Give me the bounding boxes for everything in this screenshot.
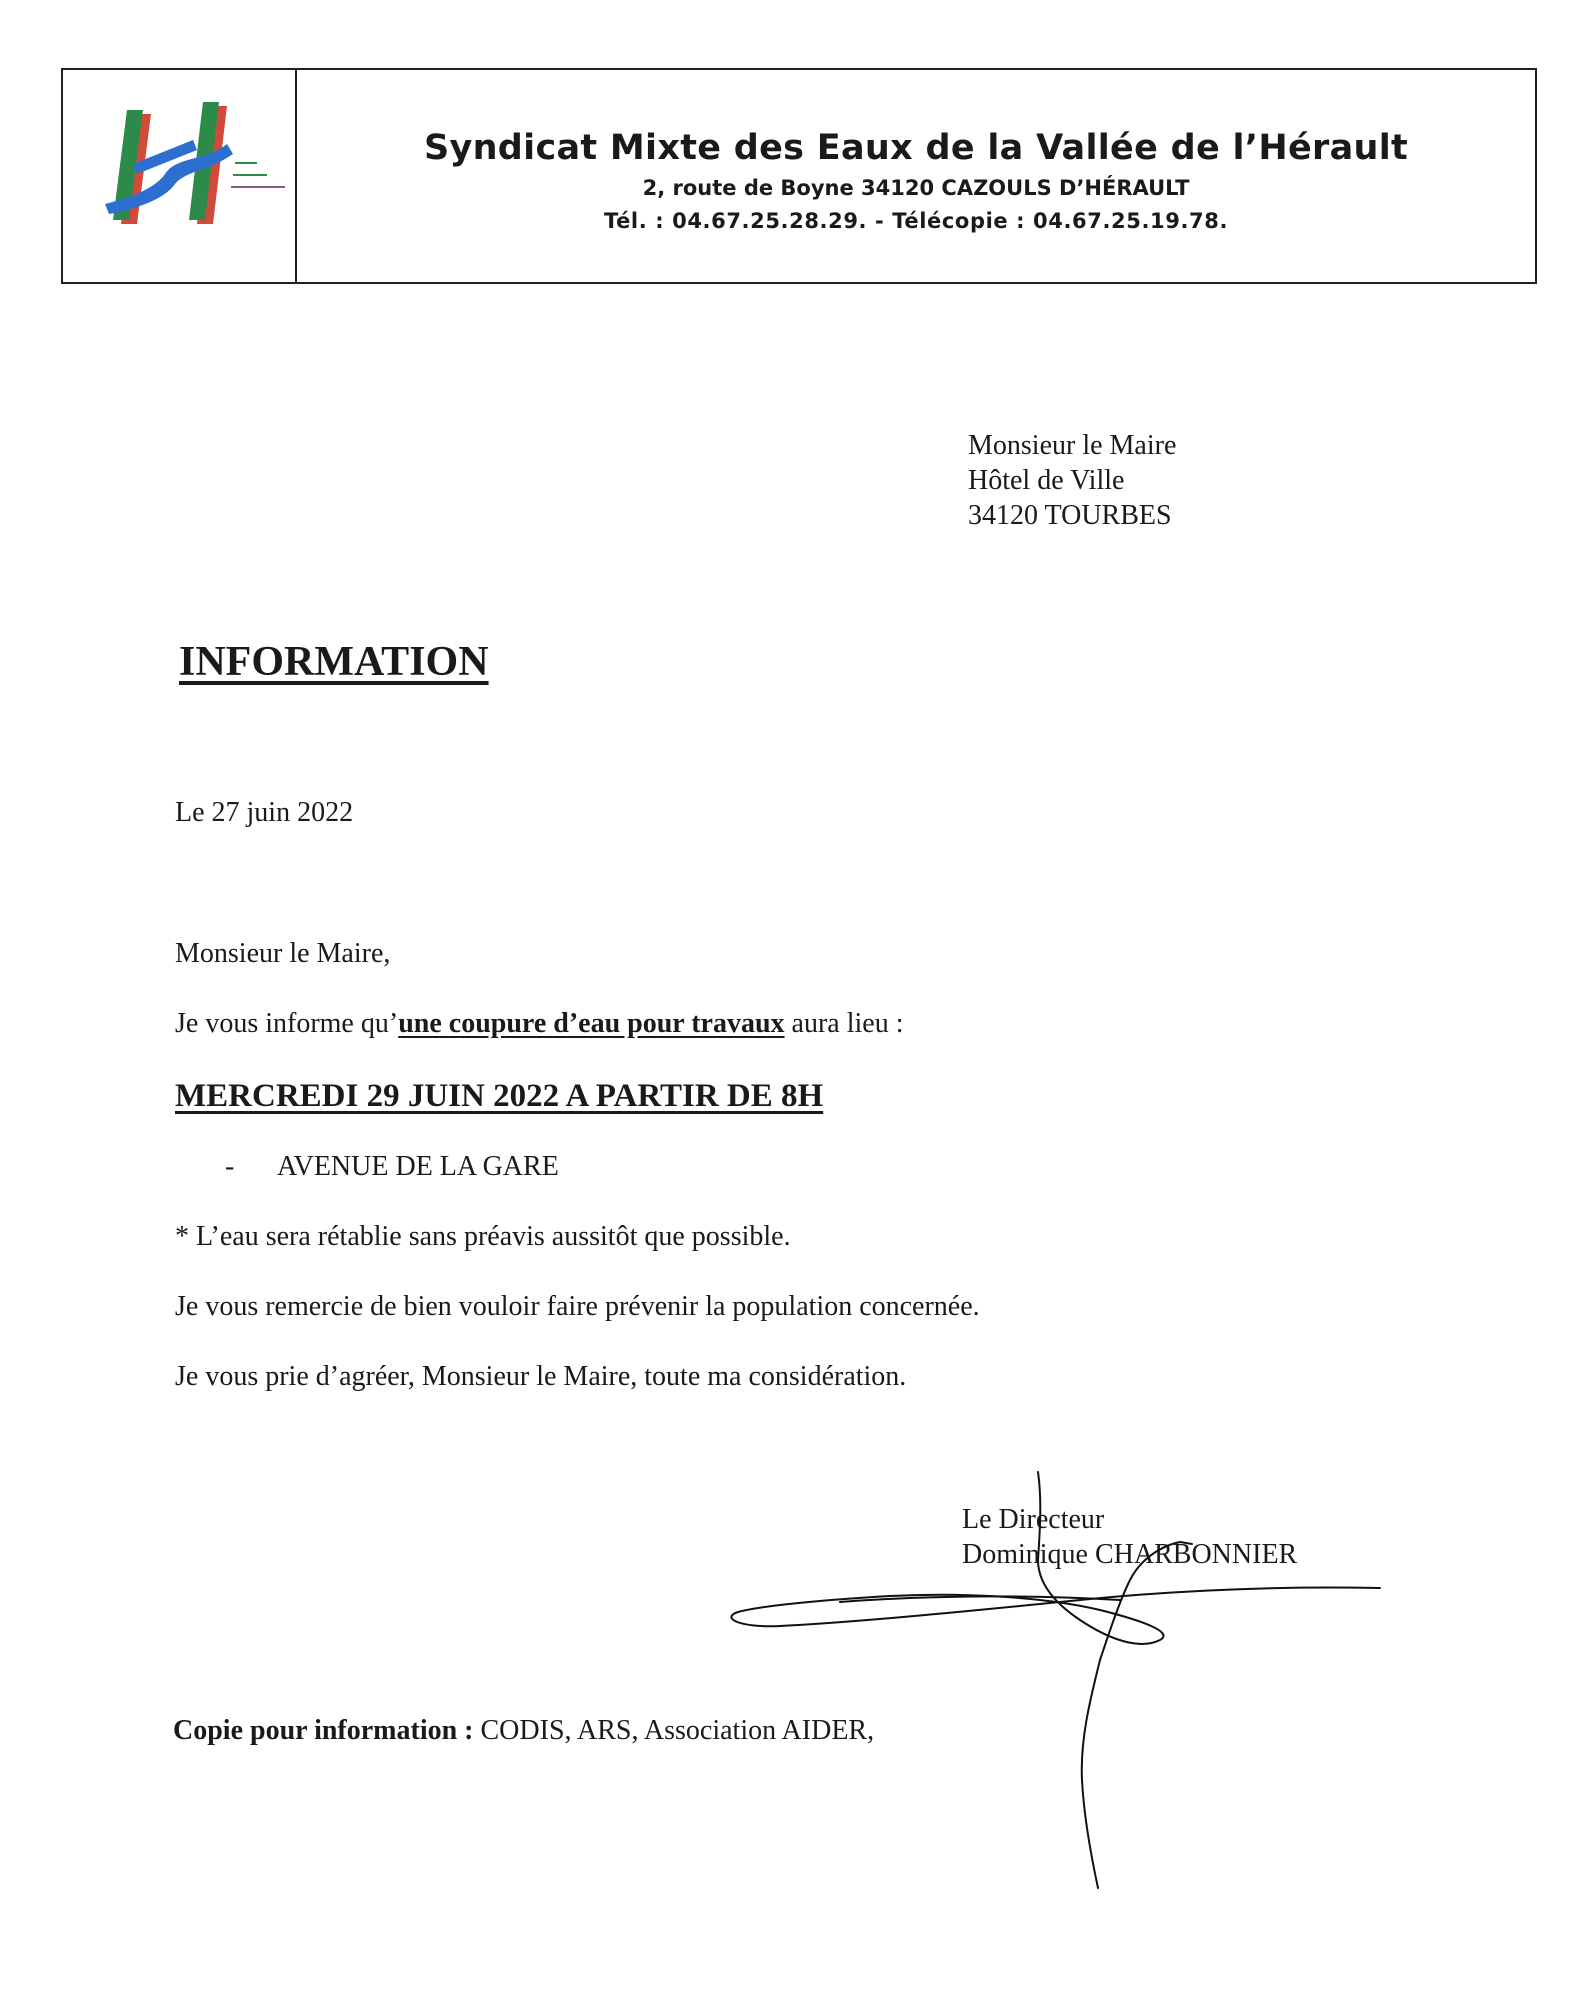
- thanks-paragraph: Je vous remercie de bien vouloir faire prévenir la population concernée.: [175, 1291, 980, 1322]
- recipient-line: Hôtel de Ville: [968, 465, 1125, 496]
- restoration-note: * L’eau sera rétablie sans préavis aussitôt que possible.: [175, 1221, 791, 1252]
- letterhead-text: [297, 70, 1535, 282]
- signatory-role: Le Directeur: [962, 1504, 1105, 1535]
- intro-suffix: aura lieu :: [784, 1008, 904, 1039]
- copy-recipient-list: CODIS, ARS, Association AIDER,: [473, 1715, 875, 1746]
- salutation: Monsieur le Maire,: [175, 938, 391, 969]
- signatory-name: Dominique CHARBONNIER: [962, 1539, 1298, 1570]
- intro-emphasis: une coupure d’eau pour travaux: [398, 1008, 785, 1039]
- recipient-address: [968, 428, 1176, 533]
- recipient-line: 34120 TOURBES: [968, 500, 1172, 531]
- sivh-logo-icon: [85, 84, 305, 264]
- organization-name: Syndicat Mixte des Eaux de la Vallée de l’Hérault: [423, 128, 1409, 168]
- document-title: INFORMATION: [179, 639, 489, 685]
- letter-date: Le 27 juin 2022: [175, 797, 354, 828]
- closing-paragraph: Je vous prie d’agréer, Monsieur le Maire, toute ma considération.: [175, 1361, 907, 1392]
- intro-paragraph: [175, 1008, 904, 1040]
- letterhead: [61, 68, 1537, 284]
- organization-contact: Tél. : 04.67.25.28.29. - Télécopie : 04.67.25.19.78.: [603, 209, 1229, 233]
- logo-cell: [63, 70, 297, 282]
- list-dash: -: [225, 1151, 235, 1182]
- street-name: AVENUE DE LA GARE: [277, 1151, 559, 1182]
- street-list-item: [225, 1151, 559, 1183]
- outage-date-headline: MERCREDI 29 JUIN 2022 A PARTIR DE 8H: [175, 1078, 824, 1114]
- recipient-line: Monsieur le Maire: [968, 430, 1177, 461]
- intro-prefix: Je vous informe qu’: [175, 1008, 399, 1039]
- copy-recipients: [173, 1715, 874, 1747]
- handwritten-signature: [720, 1460, 1400, 1900]
- copy-label: Copie pour information :: [173, 1715, 474, 1746]
- organization-address: 2, route de Boyne 34120 CAZOULS D’HÉRAULT: [642, 176, 1190, 200]
